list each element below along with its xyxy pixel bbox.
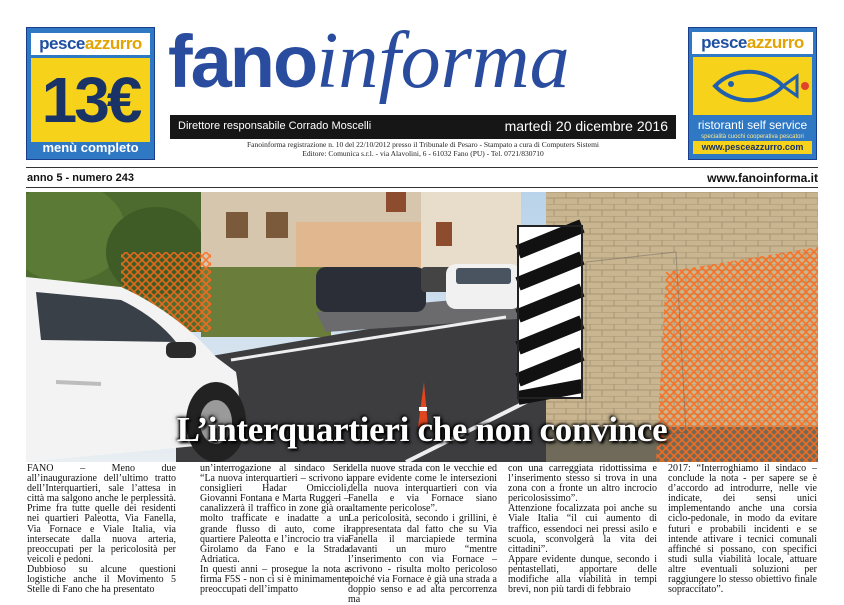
registration-line: Fanoinforma registrazione n. 10 del 22/10/2012 presso il Tribunale di Pesaro - Stampato a cura di Computers Sistemi bbox=[246, 140, 600, 149]
fish-logo-icon bbox=[693, 57, 812, 115]
ad-brand-logo: pesceazzurro bbox=[692, 32, 813, 54]
publisher-line: Editore: Comunica s.r.l. - via Alavolini, 6 - 61032 Fano (PU) - Tel. 0721/830710 bbox=[302, 149, 544, 158]
ad-tagline: ristoranti self service bbox=[697, 118, 808, 132]
newspaper-masthead: fanoinforma bbox=[168, 17, 570, 105]
article-body bbox=[26, 464, 818, 605]
registration-info bbox=[170, 140, 676, 158]
ad-caption: menù completo bbox=[42, 140, 139, 155]
article-paragraph: Attenzione focalizzata poi anche su Viale Italia “il cui aumento di traffico, essendoci nei pressi asilo e scuola, sconvolgerà la vita dei cittadini”. bbox=[508, 503, 657, 555]
website-link[interactable]: www.fanoinforma.it bbox=[707, 171, 818, 185]
article-column-1 bbox=[27, 464, 176, 595]
top-divider bbox=[26, 167, 818, 168]
issue-date: martedì 20 dicembre 2016 bbox=[504, 118, 668, 134]
article-paragraph: un’interrogazione al sindaco Seri “La nuova interquartieri – scrivono i consiglieri Hadar Omiccioli, Giovanni Fontana e Marta Ruggeri – canalizzerà il traffico in zone già ora molto trafficate e inadatte a un grande flusso di auto, come il quartiere Paleotta e l’incrocio tra via Girolamo da Fano e la Strada Adriatica. bbox=[200, 464, 349, 565]
article-paragraph: In questi anni – prosegue la nota a firma F5S - non ci si è minimamente preoccupati dell’impatto bbox=[200, 563, 349, 596]
ad-pesceazzurro-self-service[interactable] bbox=[688, 27, 817, 160]
article-paragraph: 2017: “Interroghiamo il sindaco – conclude la nota - per sapere se è d’accordo ad introdurre, nelle vie indicate, dei sensi unici implementando anche una corsia ciclo-pedonale, in modo da evitare futuri e probabili incidenti e se intende attivare i tecnici comunali affinché si possano, con specifici studi sulla viabilità locale, attuare altre eventuali soluzioni per raggiungere lo stesso obiettivo finale sopraccitato”. bbox=[668, 464, 817, 596]
article-column-4 bbox=[508, 464, 657, 595]
article-column-5 bbox=[668, 464, 817, 595]
ad-price: 13€ bbox=[31, 58, 150, 142]
section-divider bbox=[26, 187, 818, 188]
issue-number: anno 5 - numero 243 bbox=[27, 172, 134, 184]
article-headline: L’interquartieri che non convince bbox=[176, 410, 668, 449]
article-paragraph: Dubbioso su alcune questioni logistiche anche il Movimento 5 Stelle di Fano che ha presentato bbox=[27, 563, 176, 596]
director-name: Direttore responsabile Corrado Moscelli bbox=[178, 120, 372, 132]
ad-subtagline: specialità cuochi cooperativa pescatori bbox=[701, 134, 804, 140]
article-paragraph: La pericolosità, secondo i grillini, è rappresentata dal fatto che su Via Fanella il marciapiede termina davanti un muro “mentre l’inserimento con via Fornace – scrivono - risulta molto pericoloso poiché via Fornace è già una strada a doppio senso e ad alta percorrenza ma bbox=[348, 513, 497, 605]
article-paragraph: FANO – Meno due all’inaugurazione dell’ultimo tratto dell’Interquartieri, sale l’attesa in città ma salgono anche le perplessità. Prime fra tutte quelle dei residenti nei quartieri Paleotta, Via Fanella, Via Fornace e Viale Italia, via intersecate dalla nuova arteria, preoccupati per la pericolosità per veicoli e pedoni. bbox=[27, 464, 176, 565]
article-paragraph: con una carreggiata ridottissima e l’inserimento stesso si trova in una zona con a fronte un altro incrocio pericolosissimo”. bbox=[508, 464, 657, 505]
ad-brand-logo: pesceazzurro bbox=[31, 33, 150, 55]
ad-pesceazzurro-menu[interactable] bbox=[26, 27, 155, 160]
director-date-bar bbox=[170, 115, 676, 139]
article-column-3 bbox=[348, 464, 497, 605]
ad-website-link[interactable]: www.pesceazzurro.com bbox=[693, 141, 812, 154]
article-paragraph: Appare evidente dunque, secondo i pentastellati, apportare delle modifiche alla viabilità in tempi brevi, non più tardi di febbraio bbox=[508, 553, 657, 596]
article-column-2 bbox=[200, 464, 349, 595]
article-paragraph: della nuove strada con le vecchie ed appare evidente come le intersezioni della nuova interquartieri con via Fanella e via Fornace siano altamente pericolose”. bbox=[348, 464, 497, 515]
